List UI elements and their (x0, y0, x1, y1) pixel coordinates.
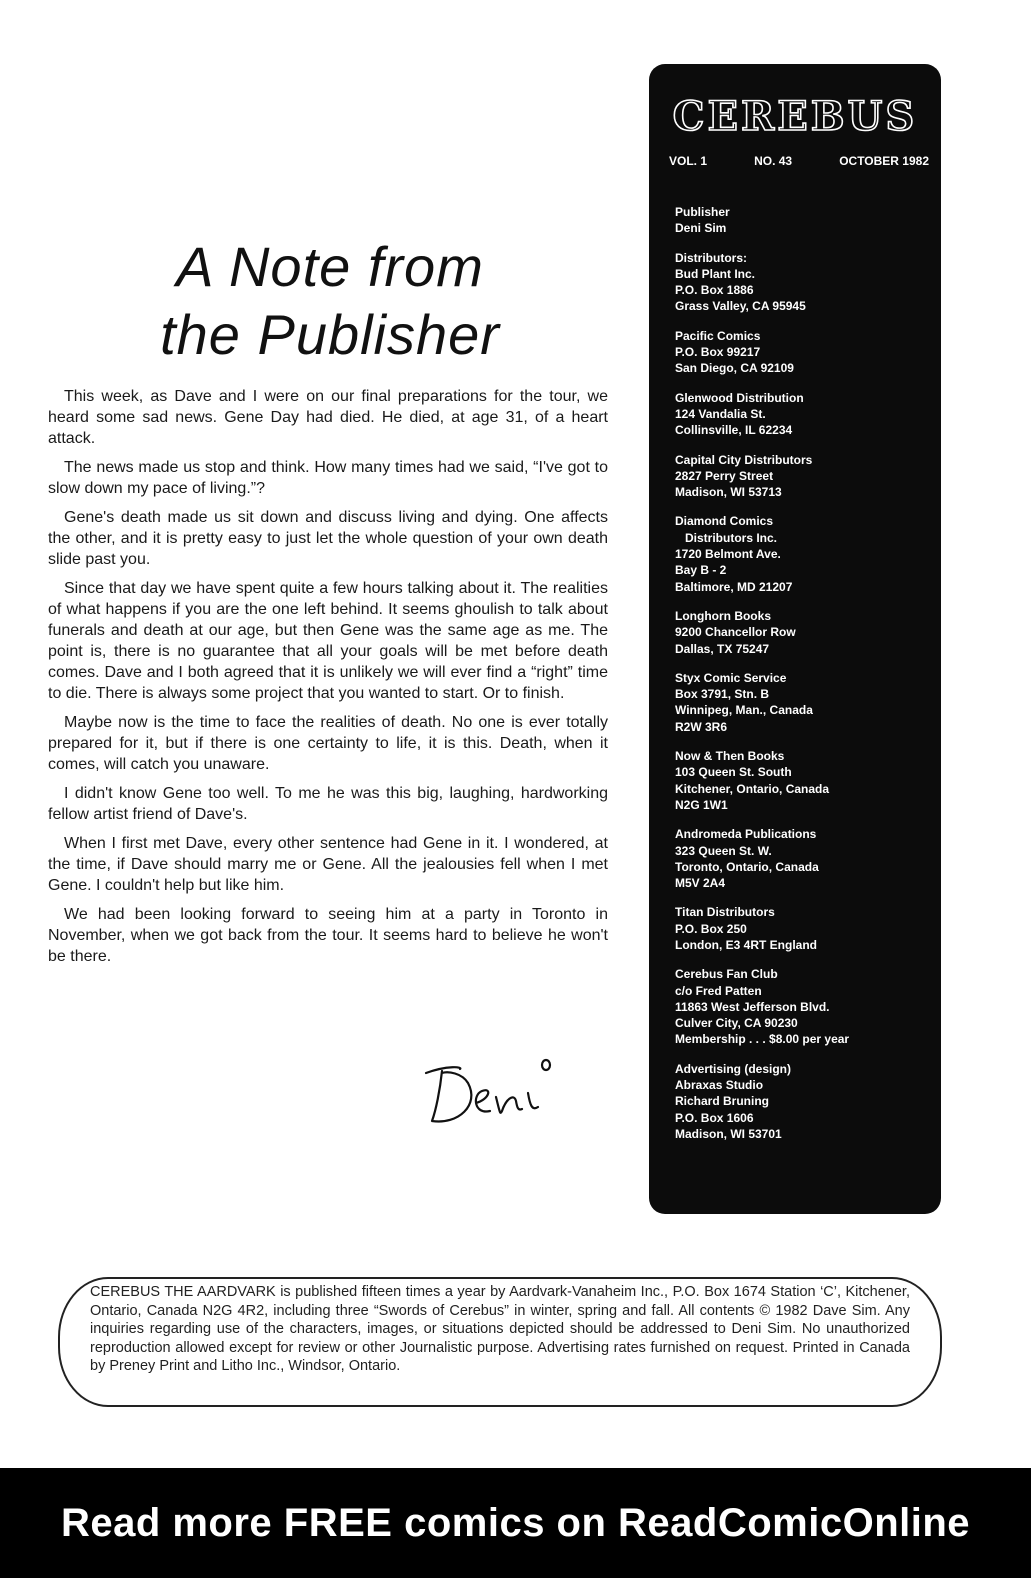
masthead-line: Pacific Comics (675, 328, 761, 343)
masthead-block (675, 390, 935, 439)
masthead-block (675, 670, 935, 735)
masthead-line: Baltimore, MD 21207 (675, 579, 793, 594)
issue-line (669, 154, 929, 168)
masthead-block (675, 250, 935, 315)
masthead-line: Distributors: (675, 250, 747, 265)
masthead-line: 1720 Belmont Ave. (675, 547, 781, 562)
masthead-line: Capital City Distributors (675, 452, 813, 467)
masthead-block (675, 1061, 935, 1142)
masthead-line: London, E3 4RT England (675, 937, 817, 952)
masthead-block (675, 328, 935, 377)
letter-paragraph: Since that day we have spent quite a few hours talking about it. The realities of what happens if you are the one left behind. It seems ghoulish to talk about funerals and death at our age, but then Gene was the same age as me. The point is, there is no guarantee that all your goals will be met before death comes. Dave and I both agreed that it is unlikely we will ever find a “right” time to die. There is always some project that you wanted to start. Or to finish. (48, 580, 608, 702)
masthead-line: Titan Distributors (675, 905, 775, 920)
masthead-line: Bud Plant Inc. (675, 266, 756, 281)
issue-number: NO. 43 (754, 154, 793, 168)
masthead-line: Cerebus Fan Club (675, 967, 778, 982)
masthead-line: Now & Then Books (675, 749, 785, 764)
masthead-line: Publisher (675, 205, 730, 219)
masthead-line: M5V 2A4 (675, 876, 726, 891)
masthead-line: Box 3791, Stn. B (675, 687, 770, 702)
masthead-line: Winnipeg, Man., Canada (675, 703, 813, 718)
masthead-line: Bay B - 2 (675, 563, 727, 578)
masthead-line: 2827 Perry Street (675, 468, 774, 483)
title-line-1: A Note from (176, 234, 484, 298)
masthead-line: P.O. Box 99217 (675, 345, 761, 360)
masthead-line: P.O. Box 250 (675, 921, 747, 936)
masthead-line: 11863 West Jefferson Blvd. (675, 999, 830, 1014)
masthead-line: c/o Fred Patten (675, 983, 762, 998)
masthead-panel (649, 64, 941, 1214)
masthead-line: Kitchener, Ontario, Canada (675, 781, 830, 796)
letter-paragraph: When I first met Dave, every other sentence had Gene in it. I wondered, at the time, if Dave should marry me or Gene. All the jealousies fell when I met Gene. I couldn't help but like him. (48, 835, 608, 894)
masthead-line: Toronto, Ontario, Canada (675, 859, 819, 874)
masthead-line: Grass Valley, CA 95945 (675, 299, 806, 314)
masthead-line: Styx Comic Service (675, 670, 787, 685)
masthead-block (675, 748, 935, 813)
masthead-line: Deni Sim (675, 221, 727, 236)
indicia-text: CEREBUS THE AARDVARK is published fifteen times a year by Aardvark-Vanaheim Inc., P.O. Box 1674 Station ‘C’, Kitchener, Ontario, Canada N2G 4R2, including three “Swords of Cerebus” in winter, spring and fall. All contents © 1982 Dave Sim. Any inquiries regarding use of the characters, images, or situations depicted should be addressed to Deni Sim. No unauthorized reproduction allowed except for review or other Journalistic purpose. Advertising rates furnished on request. Printed in Canada by Preney Print and Litho Inc., Windsor, Ontario. (90, 1284, 910, 1375)
letter-paragraph: This week, as Dave and I were on our final preparations for the tour, we heard some sad news. Gene Day had died. He died, at age 31, of a heart attack. (48, 388, 608, 447)
masthead-line: P.O. Box 1886 (675, 283, 754, 298)
letter-paragraph: We had been looking forward to seeing him at a party in Toronto in November, when we got back from the tour. It seems hard to believe he won't be there. (48, 906, 608, 965)
masthead-line: Diamond Comics (675, 514, 774, 529)
masthead-block (675, 513, 935, 594)
masthead-line: 9200 Chancellor Row (675, 625, 796, 640)
masthead-line: Collinsville, IL 62234 (675, 423, 793, 438)
masthead-block (675, 826, 935, 891)
masthead-line: Andromeda Publications (675, 827, 817, 842)
masthead-line: 103 Queen St. South (675, 765, 792, 780)
masthead-line: Madison, WI 53713 (675, 485, 782, 500)
letter-paragraph: The news made us stop and think. How many times had we said, “I've got to slow down my pace of living.”? (48, 459, 608, 497)
signature-image (418, 1055, 568, 1130)
masthead-line: Distributors Inc. (675, 530, 778, 545)
masthead-line: R2W 3R6 (675, 719, 728, 734)
promo-banner (0, 1468, 1031, 1578)
masthead-block (675, 452, 935, 501)
cerebus-logo (669, 86, 921, 146)
publisher-letter (48, 386, 608, 975)
masthead-line: Abraxas Studio (675, 1078, 764, 1093)
masthead-block (675, 904, 935, 953)
masthead-line: Longhorn Books (675, 608, 771, 623)
masthead-credits (675, 204, 935, 1155)
masthead-line: Glenwood Distribution (675, 390, 804, 405)
page-title (100, 233, 560, 369)
masthead-line: San Diego, CA 92109 (675, 361, 794, 376)
masthead-line: Membership . . . $8.00 per year (675, 1032, 850, 1047)
masthead-line: 323 Queen St. W. (675, 843, 772, 858)
title-line-2: the Publisher (160, 302, 500, 366)
masthead-block (675, 966, 935, 1047)
masthead-line: Advertising (design) (675, 1061, 792, 1076)
masthead-line: Dallas, TX 75247 (675, 641, 770, 656)
masthead-block (675, 608, 935, 657)
letter-paragraph: Maybe now is the time to face the realities of death. No one is ever totally prepared for it, but if there is one certainty to life, it is this. Death, when it comes, will catch you unaware. (48, 714, 608, 773)
promo-banner-text: Read more FREE comics on ReadComicOnline (60, 1500, 971, 1545)
masthead-block (675, 204, 935, 237)
masthead-line: Richard Bruning (675, 1094, 770, 1109)
volume-label: VOL. 1 (669, 154, 708, 168)
svg-text:CEREBUS: CEREBUS (672, 93, 918, 140)
masthead-line: Culver City, CA 90230 (675, 1016, 798, 1031)
letter-paragraph: Gene's death made us sit down and discuss living and dying. One affects the other, and it is pretty easy to just let the whole question of your own death slide past you. (48, 509, 608, 568)
masthead-line: 124 Vandalia St. (675, 406, 766, 421)
letter-paragraph: I didn't know Gene too well. To me he was this big, laughing, hardworking fellow artist friend of Dave's. (48, 785, 608, 823)
issue-date: OCTOBER 1982 (839, 154, 929, 168)
masthead-line: Madison, WI 53701 (675, 1126, 782, 1141)
masthead-line: P.O. Box 1606 (675, 1110, 754, 1125)
masthead-line: N2G 1W1 (675, 797, 728, 812)
